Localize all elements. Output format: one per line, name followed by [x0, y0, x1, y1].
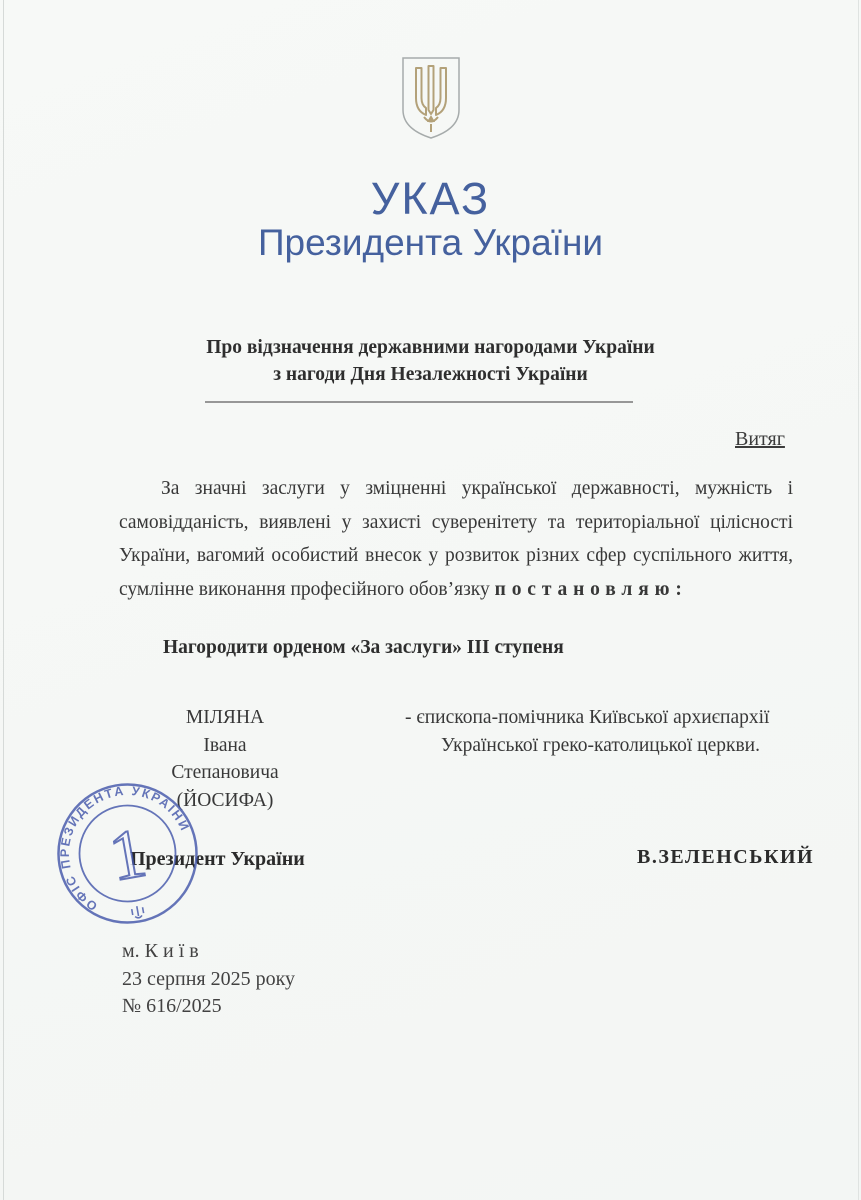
extract-label: Витяг [735, 428, 785, 450]
footer-city: м. К и ї в [122, 940, 199, 962]
decree-subject [0, 334, 861, 388]
description-line-2: Української греко-католицької церкви. [441, 734, 760, 756]
seal-mini-trident-icon [131, 905, 144, 918]
subject-line-2: з нагоди Дня Незалежності України [273, 364, 588, 385]
award-heading: Нагородити орденом «За заслуги» ІІІ ступеня [163, 637, 564, 658]
footer-number: № 616/2025 [122, 995, 222, 1017]
decree-title: УКАЗ [370, 173, 491, 224]
signatory-title: Президент України [130, 848, 305, 870]
document-title [0, 173, 861, 264]
decree-subtitle: Президента України [257, 222, 604, 263]
recipient-religious-name: (ЙОСИФА) [176, 789, 274, 811]
seal-numeral: 1 [103, 814, 152, 897]
resolve-word: постановляю: [494, 578, 688, 600]
presidential-office-seal [55, 781, 200, 931]
subject-line-1: Про відзначення державними нагородами України [206, 337, 655, 358]
seal-arc-text: ОФІС ПРЕЗИДЕНТА УКРАЇНИ [57, 783, 193, 914]
decree-footer [122, 938, 295, 1021]
body-text: За значні заслуги у зміцненні української державності, мужність і самовідданість, виявлені у захисті суверенітету та територіальної цілісності України, вагомий особистий внесок у розвиток різних сфер суспільного життя, сумлінне виконання професійного обов’язку [119, 478, 793, 600]
recipient-description [405, 704, 805, 759]
ukraine-trident-emblem-icon [398, 54, 464, 147]
recipient-given-names: Івана Степановича [171, 734, 279, 783]
signatory-name: В.ЗЕЛЕНСЬКИЙ [637, 846, 815, 868]
decree-body-paragraph [119, 472, 793, 606]
description-line-1: - єпископа-помічника Київської архиєпархії [405, 707, 770, 728]
heading-divider-line [205, 401, 633, 403]
footer-date: 23 серпня 2025 року [122, 967, 296, 990]
recipient-surname: МІЛЯНА [185, 707, 265, 728]
